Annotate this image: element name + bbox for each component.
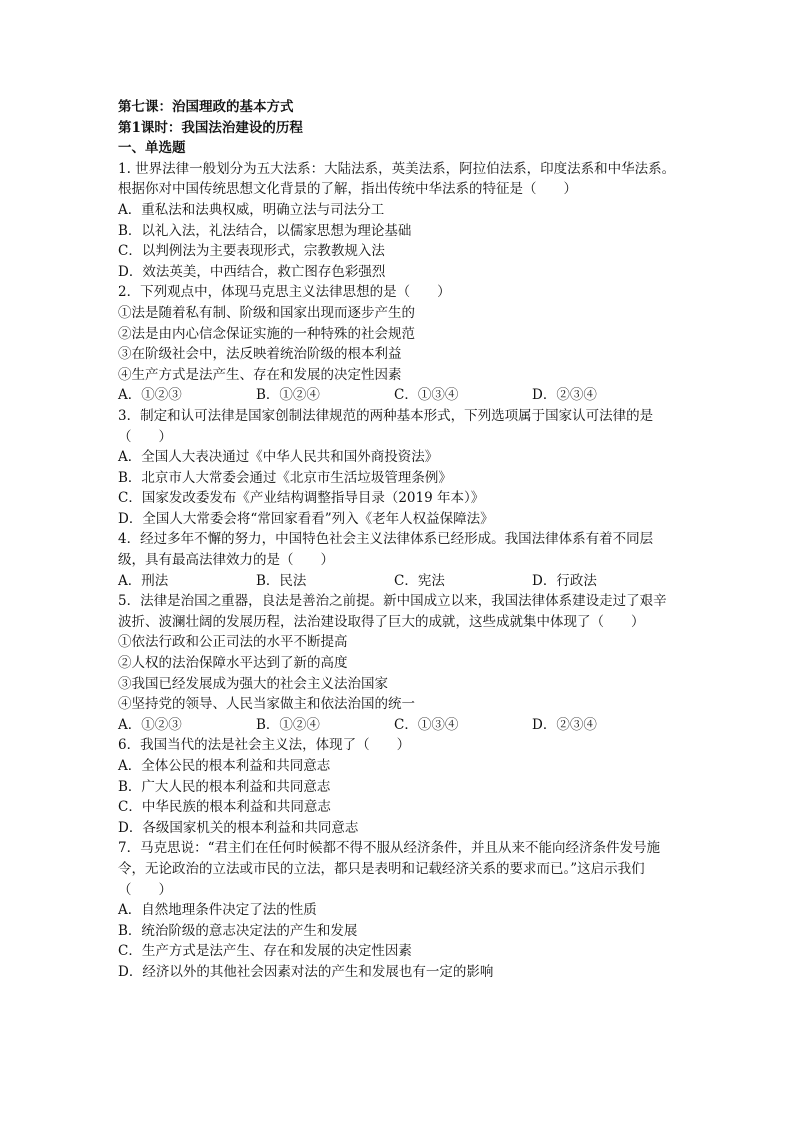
answer-option: D．全国人大常委会将“常回家看看”列入《老年人权益保障法》 [118,510,494,527]
section-title: 一、单选题 [118,140,186,157]
answer-option: C．①③④ [394,387,459,404]
option-row [118,385,678,406]
question-stem: 2．下列观点中，体现马克思主义法律思想的是（ ） [118,284,451,301]
question-block [118,591,678,735]
question-block [118,735,678,838]
answer-option: C．宪法 [394,572,445,589]
question-block [118,282,678,406]
question-list [118,159,678,983]
answer-option: B．统治阶级的意志决定法的产生和发展 [118,922,358,939]
answer-option: A．①②③ [118,716,182,733]
answer-option: D．②③④ [532,716,597,733]
answer-option: A．全体公民的根本利益和共同意志 [118,758,331,774]
question-stem: 5．法律是治国之重器，良法是善治之前提。新中国成立以来，我国法律体系建设走过了艰辛波折、波澜壮阔的发展历程，法治建设取得了巨大的成就，这些成就集中体现了（ ） [118,593,667,630]
answer-option: D．经济以外的其他社会因素对法的产生和发展也有一定的影响 [118,963,494,980]
question-block [118,406,678,530]
period-title: 第1课时：我国法治建设的历程 [118,119,303,136]
question-statement: ③我国已经发展成为强大的社会主义法治国家 [118,675,388,692]
question-statement: ②法是由内心信念保证实施的一种特殊的社会规范 [118,325,415,342]
option-row [118,571,678,592]
question-stem: 1. 世界法律一般划分为五大法系：大陆法系，英美法系，阿拉伯法系，印度法系和中华法系。根据你对中国传统思想文化背景的了解，指出传统中华法系的特征是（ ） [118,160,676,198]
answer-option: C．以判例法为主要表现形式，宗教教规入法 [118,243,385,260]
question-stem: 6．我国当代的法是社会主义法，体现了（ ） [118,737,411,754]
question-statement: ②人权的法治保障水平达到了新的高度 [118,655,348,672]
answer-option: B．①②④ [256,716,320,733]
answer-option: D．行政法 [532,572,597,589]
question-stem: 7．马克思说：“君主们在任何时候都不得不服从经济条件，并且从来不能向经济条件发号施令，无论政治的立法或市民的立法，都只是表明和记载经济关系的要求而已。”这启示我们（ ） [118,840,660,898]
answer-option: B．民法 [256,572,307,589]
question-block [118,838,678,982]
question-block [118,159,678,283]
answer-option: A．自然地理条件决定了法的性质 [118,902,317,919]
answer-option: A．①②③ [118,387,182,404]
answer-option: C．①③④ [394,716,459,733]
answer-option: A．重私法和法典权威，明确立法与司法分工 [118,201,385,218]
question-statement: ④生产方式是法产生、存在和发展的决定性因素 [118,366,402,383]
answer-option: A．全国人大表决通过《中华人民共和国外商投资法》 [118,449,439,466]
question-stem: 4．经过多年不懈的努力，中国特色社会主义法律体系已经形成。我国法律体系有着不同层级，具有最高法律效力的是（ ） [118,531,654,569]
answer-option: A．刑法 [118,572,169,589]
lesson-title: 第七课：治国理政的基本方式 [118,99,294,115]
answer-option: B．以礼入法，礼法结合，以儒家思想为理论基础 [118,222,412,239]
question-statement: ①依法行政和公正司法的水平不断提高 [118,634,348,651]
question-stem: 3．制定和认可法律是国家创制法律规范的两种基本形式，下列选项属于国家认可法律的是（ ） [118,407,654,445]
answer-option: C．中华民族的根本利益和共同意志 [118,799,331,816]
answer-option: B．广大人民的根本利益和共同意志 [118,778,331,795]
option-row [118,715,678,736]
worksheet-content [118,97,678,983]
answer-option: B．①②④ [256,387,320,404]
question-block [118,529,678,591]
answer-option: D．各级国家机关的根本利益和共同意志 [118,819,359,836]
answer-option: C．国家发改委发布《产业结构调整指导目录（2019 年本）》 [118,490,485,507]
question-statement: ③在阶级社会中，法反映着统治阶级的根本利益 [118,346,402,363]
question-statement: ④坚持党的领导、人民当家做主和依法治国的统一 [118,696,415,713]
answer-option: D．②③④ [532,387,597,404]
answer-option: C．生产方式是法产生、存在和发展的决定性因素 [118,943,412,960]
answer-option: D．效法英美，中西结合，救亡图存色彩强烈 [118,263,386,280]
question-statement: ①法是随着私有制、阶级和国家出现而逐步产生的 [118,304,415,321]
answer-option: B．北京市人大常委会通过《北京市生活垃圾管理条例》 [118,469,452,486]
